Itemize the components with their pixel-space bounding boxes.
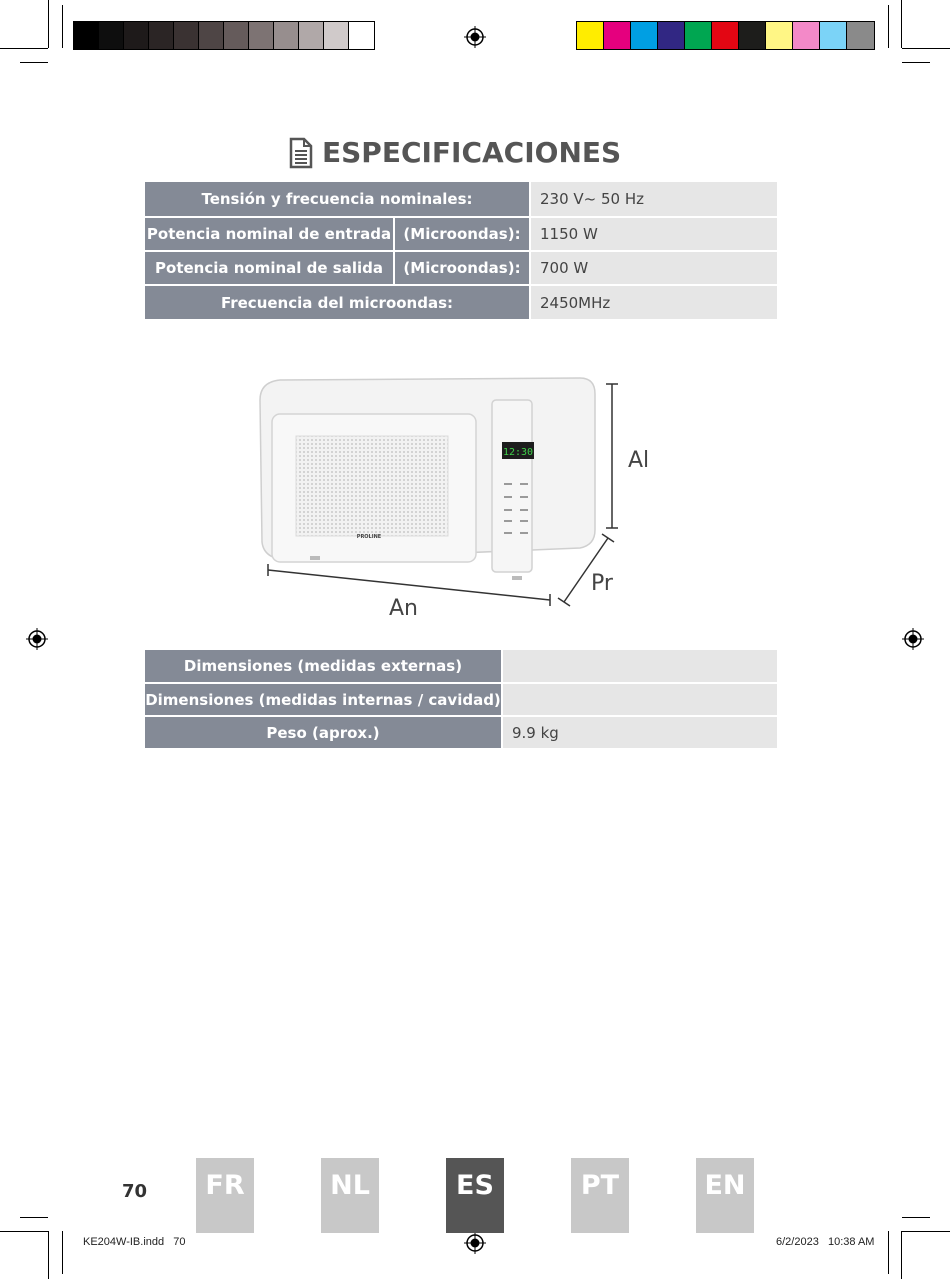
dimension-value bbox=[502, 650, 777, 683]
color-swatch bbox=[820, 22, 847, 49]
dimensions-table bbox=[145, 650, 777, 750]
spec-label: Frecuencia del microondas: bbox=[145, 285, 530, 320]
language-tab-pt[interactable]: PT bbox=[571, 1158, 629, 1233]
spec-value: 230 V~ 50 Hz bbox=[530, 182, 777, 217]
page-number: 70 bbox=[122, 1181, 148, 1202]
display-readout: 12:30 bbox=[502, 447, 534, 458]
spec-sublabel: (Microondas): bbox=[394, 217, 530, 251]
specifications-table bbox=[145, 182, 777, 321]
color-swatch bbox=[124, 22, 149, 49]
spec-label: Tensión y frecuencia nominales: bbox=[145, 182, 530, 217]
height-label: Al bbox=[628, 448, 650, 473]
color-swatch bbox=[631, 22, 658, 49]
spec-sublabel: (Microondas): bbox=[394, 251, 530, 285]
color-swatch bbox=[224, 22, 249, 49]
document-icon bbox=[288, 137, 314, 169]
page-title: ESPECIFICACIONES bbox=[322, 136, 622, 169]
dimension-label: Dimensiones (medidas internas / cavidad) bbox=[145, 683, 502, 716]
color-swatch bbox=[249, 22, 274, 49]
color-swatch bbox=[299, 22, 324, 49]
color-swatch bbox=[349, 22, 374, 49]
color-swatch bbox=[847, 22, 874, 49]
table-row bbox=[145, 683, 777, 716]
crop-mark bbox=[0, 1231, 48, 1232]
color-swatch bbox=[324, 22, 349, 49]
crop-mark bbox=[48, 1231, 49, 1279]
crop-mark bbox=[902, 1231, 950, 1232]
language-tab-en[interactable]: EN bbox=[696, 1158, 754, 1233]
depth-label: Pr bbox=[591, 571, 613, 596]
width-label: An bbox=[389, 596, 418, 621]
file-info: KE204W-IB.indd 70 bbox=[83, 1236, 186, 1248]
color-swatch bbox=[149, 22, 174, 49]
crop-mark bbox=[20, 62, 48, 63]
color-swatch bbox=[577, 22, 604, 49]
color-swatch bbox=[199, 22, 224, 49]
crop-mark bbox=[902, 1217, 930, 1218]
crop-mark bbox=[62, 1231, 63, 1274]
color-swatch bbox=[99, 22, 124, 49]
color-swatch bbox=[685, 22, 712, 49]
spec-label: Potencia nominal de salida bbox=[145, 251, 394, 285]
table-row bbox=[145, 217, 777, 251]
process-color-bar bbox=[576, 21, 875, 50]
color-swatch bbox=[712, 22, 739, 49]
registration-mark-icon bbox=[26, 628, 48, 650]
registration-mark-icon bbox=[464, 1232, 486, 1254]
spec-value: 700 W bbox=[530, 251, 777, 285]
crop-mark bbox=[888, 1231, 889, 1274]
color-swatch bbox=[658, 22, 685, 49]
brand-logo: PROLINE bbox=[356, 534, 382, 540]
dimension-label: Dimensiones (medidas externas) bbox=[145, 650, 502, 683]
microwave-illustration bbox=[250, 370, 630, 610]
crop-mark bbox=[48, 0, 49, 48]
language-tab-es[interactable]: ES bbox=[446, 1158, 504, 1233]
language-tab-fr[interactable]: FR bbox=[196, 1158, 254, 1233]
print-timestamp: 6/2/2023 10:38 AM bbox=[776, 1236, 875, 1248]
table-row bbox=[145, 182, 777, 217]
color-swatch bbox=[793, 22, 820, 49]
crop-mark bbox=[901, 0, 902, 48]
crop-mark bbox=[902, 48, 950, 49]
color-swatch bbox=[74, 22, 99, 49]
dimension-label: Peso (aprox.) bbox=[145, 716, 502, 749]
registration-mark-icon bbox=[902, 628, 924, 650]
color-swatch bbox=[604, 22, 631, 49]
crop-mark bbox=[62, 5, 63, 48]
color-swatch bbox=[766, 22, 793, 49]
language-tab-nl[interactable]: NL bbox=[321, 1158, 379, 1233]
table-row bbox=[145, 650, 777, 683]
crop-mark bbox=[20, 1217, 48, 1218]
grayscale-color-bar bbox=[73, 21, 375, 50]
table-row bbox=[145, 716, 777, 749]
crop-mark bbox=[888, 5, 889, 48]
spec-label: Potencia nominal de entrada bbox=[145, 217, 394, 251]
dimension-value bbox=[502, 683, 777, 716]
spec-value: 2450MHz bbox=[530, 285, 777, 320]
page-heading bbox=[288, 136, 621, 169]
registration-mark-icon bbox=[464, 26, 486, 48]
crop-mark bbox=[902, 62, 930, 63]
color-swatch bbox=[739, 22, 766, 49]
table-row bbox=[145, 285, 777, 320]
table-row bbox=[145, 251, 777, 285]
spec-value: 1150 W bbox=[530, 217, 777, 251]
dimension-value: 9.9 kg bbox=[502, 716, 777, 749]
crop-mark bbox=[901, 1231, 902, 1279]
color-swatch bbox=[174, 22, 199, 49]
color-swatch bbox=[274, 22, 299, 49]
crop-mark bbox=[0, 48, 48, 49]
